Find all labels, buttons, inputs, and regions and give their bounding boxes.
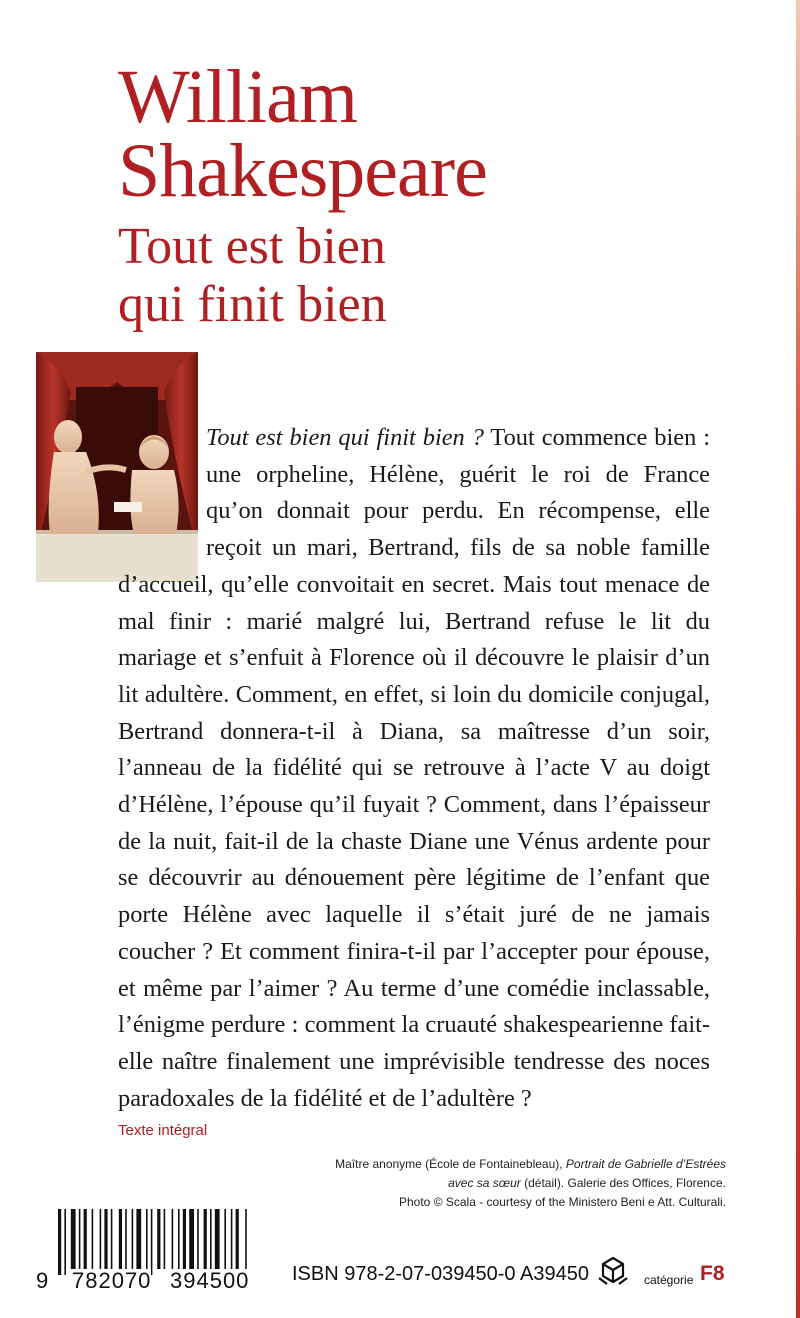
author-name: [118, 55, 487, 213]
barcode-bar: [197, 1209, 199, 1269]
barcode-bar: [125, 1209, 127, 1269]
title-line-1: Tout est bien: [118, 218, 386, 275]
barcode-bars: [58, 1209, 254, 1275]
barcode-bar: [64, 1209, 66, 1275]
credit-photo: Photo © Scala - courtesy of the Ministero Beni e Att. Culturali.: [399, 1195, 726, 1209]
credit-artist: Maître anonyme (École de Fontainebleau),: [335, 1157, 566, 1171]
barcode-bar: [172, 1209, 174, 1269]
cover-edge-strip: [796, 0, 800, 1318]
product-code: A39450: [520, 1263, 589, 1285]
blurb-text: Tout commence bien : une orpheline, Hélène, guérit le roi de France qu’on donnait pour perdu. En récompense, elle reçoit un mari, Bertrand, fils de sa noble famille d’accueil, qu’elle convoitait en secret. Mais tout menace de mal finir : marié malgré lui, Bertrand refuse le lit du mariage et s’enfuit à Florence où il découvre le plaisir d’un lit adultère. Comment, en effet, si loin du domicile conjugal, Bertrand donnera-t-il à Diana, sa maîtresse d’un soir, l’anneau de la fidélité qui se retrouve à l’acte V au doigt d’Hélène, l’épouse qu’il fuyait ? Comment, dans l’épaisseur de la nuit, fait-il de la chaste Diane une Vénus ardente pour se découvrir au dénouement père légitime de l’enfant que porte Hélène avec laquelle il s’était juré de ne jamais coucher ? Et comment finira-t-il par l’accepter pour épouse, et même par l’aimer ? Au terme d’une comédie inclassable, l’énigme perdure : comment la cruauté shakespearienne fait-elle naître finalement une imprévisible tendresse des noces paradoxales de la fidélité et de l’adultère ?: [118, 424, 711, 1112]
barcode: [36, 1205, 256, 1297]
credit-line-1: [206, 1155, 726, 1174]
author-last-name: Shakespeare: [118, 129, 487, 213]
barcode-bar: [245, 1209, 247, 1275]
barcode-bar: [146, 1209, 148, 1269]
blurb-italic-lead: Tout est bien qui finit bien ?: [206, 424, 484, 451]
category-label: catégorie: [644, 1273, 694, 1287]
barcode-bar: [204, 1209, 207, 1269]
barcode-bar: [231, 1209, 233, 1269]
image-wrap-space: [118, 420, 206, 562]
isbn-number: ISBN 978-2-07-039450-0: [292, 1263, 516, 1285]
author-first-name: William: [118, 55, 357, 139]
barcode-bar: [71, 1209, 76, 1269]
barcode-bar: [151, 1209, 153, 1275]
texte-integral-label: Texte intégral: [118, 1122, 208, 1139]
book-title: [118, 218, 387, 334]
credit-work-title: Portrait de Gabrielle d’Estrées: [565, 1157, 726, 1171]
category-code: F8: [700, 1262, 725, 1285]
barcode-bar: [224, 1209, 226, 1269]
barcode-bar: [236, 1209, 239, 1269]
barcode-bar: [92, 1209, 94, 1269]
barcode-bar: [183, 1209, 186, 1269]
barcode-group-1: 782070: [72, 1268, 152, 1293]
barcode-group-2: 394500: [170, 1268, 250, 1293]
barcode-bar: [58, 1209, 61, 1275]
barcode-bar: [104, 1209, 107, 1269]
barcode-bar: [157, 1209, 160, 1269]
barcode-bar: [119, 1209, 122, 1269]
barcode-bar: [100, 1209, 102, 1269]
barcode-bar: [164, 1209, 166, 1269]
barcode-bar: [79, 1209, 81, 1269]
back-cover-blurb: [118, 420, 710, 1117]
barcode-bar: [210, 1209, 212, 1269]
credit-work-title-cont: avec sa sœur: [448, 1176, 521, 1190]
credit-location: (détail). Galerie des Offices, Florence.: [520, 1176, 726, 1190]
barcode-bar: [215, 1209, 220, 1269]
barcode-bar: [132, 1209, 134, 1269]
barcode-bar: [136, 1209, 141, 1269]
barcode-bar: [111, 1209, 113, 1269]
publisher-logo-icon: [595, 1254, 631, 1290]
barcode-bar: [84, 1209, 87, 1269]
barcode-bar: [178, 1209, 180, 1269]
barcode-bar: [189, 1209, 194, 1269]
barcode-lead-digit: 9: [36, 1268, 49, 1293]
credit-line-2: [206, 1174, 726, 1193]
image-credit: [206, 1155, 726, 1212]
title-line-2: qui finit bien: [118, 276, 387, 333]
